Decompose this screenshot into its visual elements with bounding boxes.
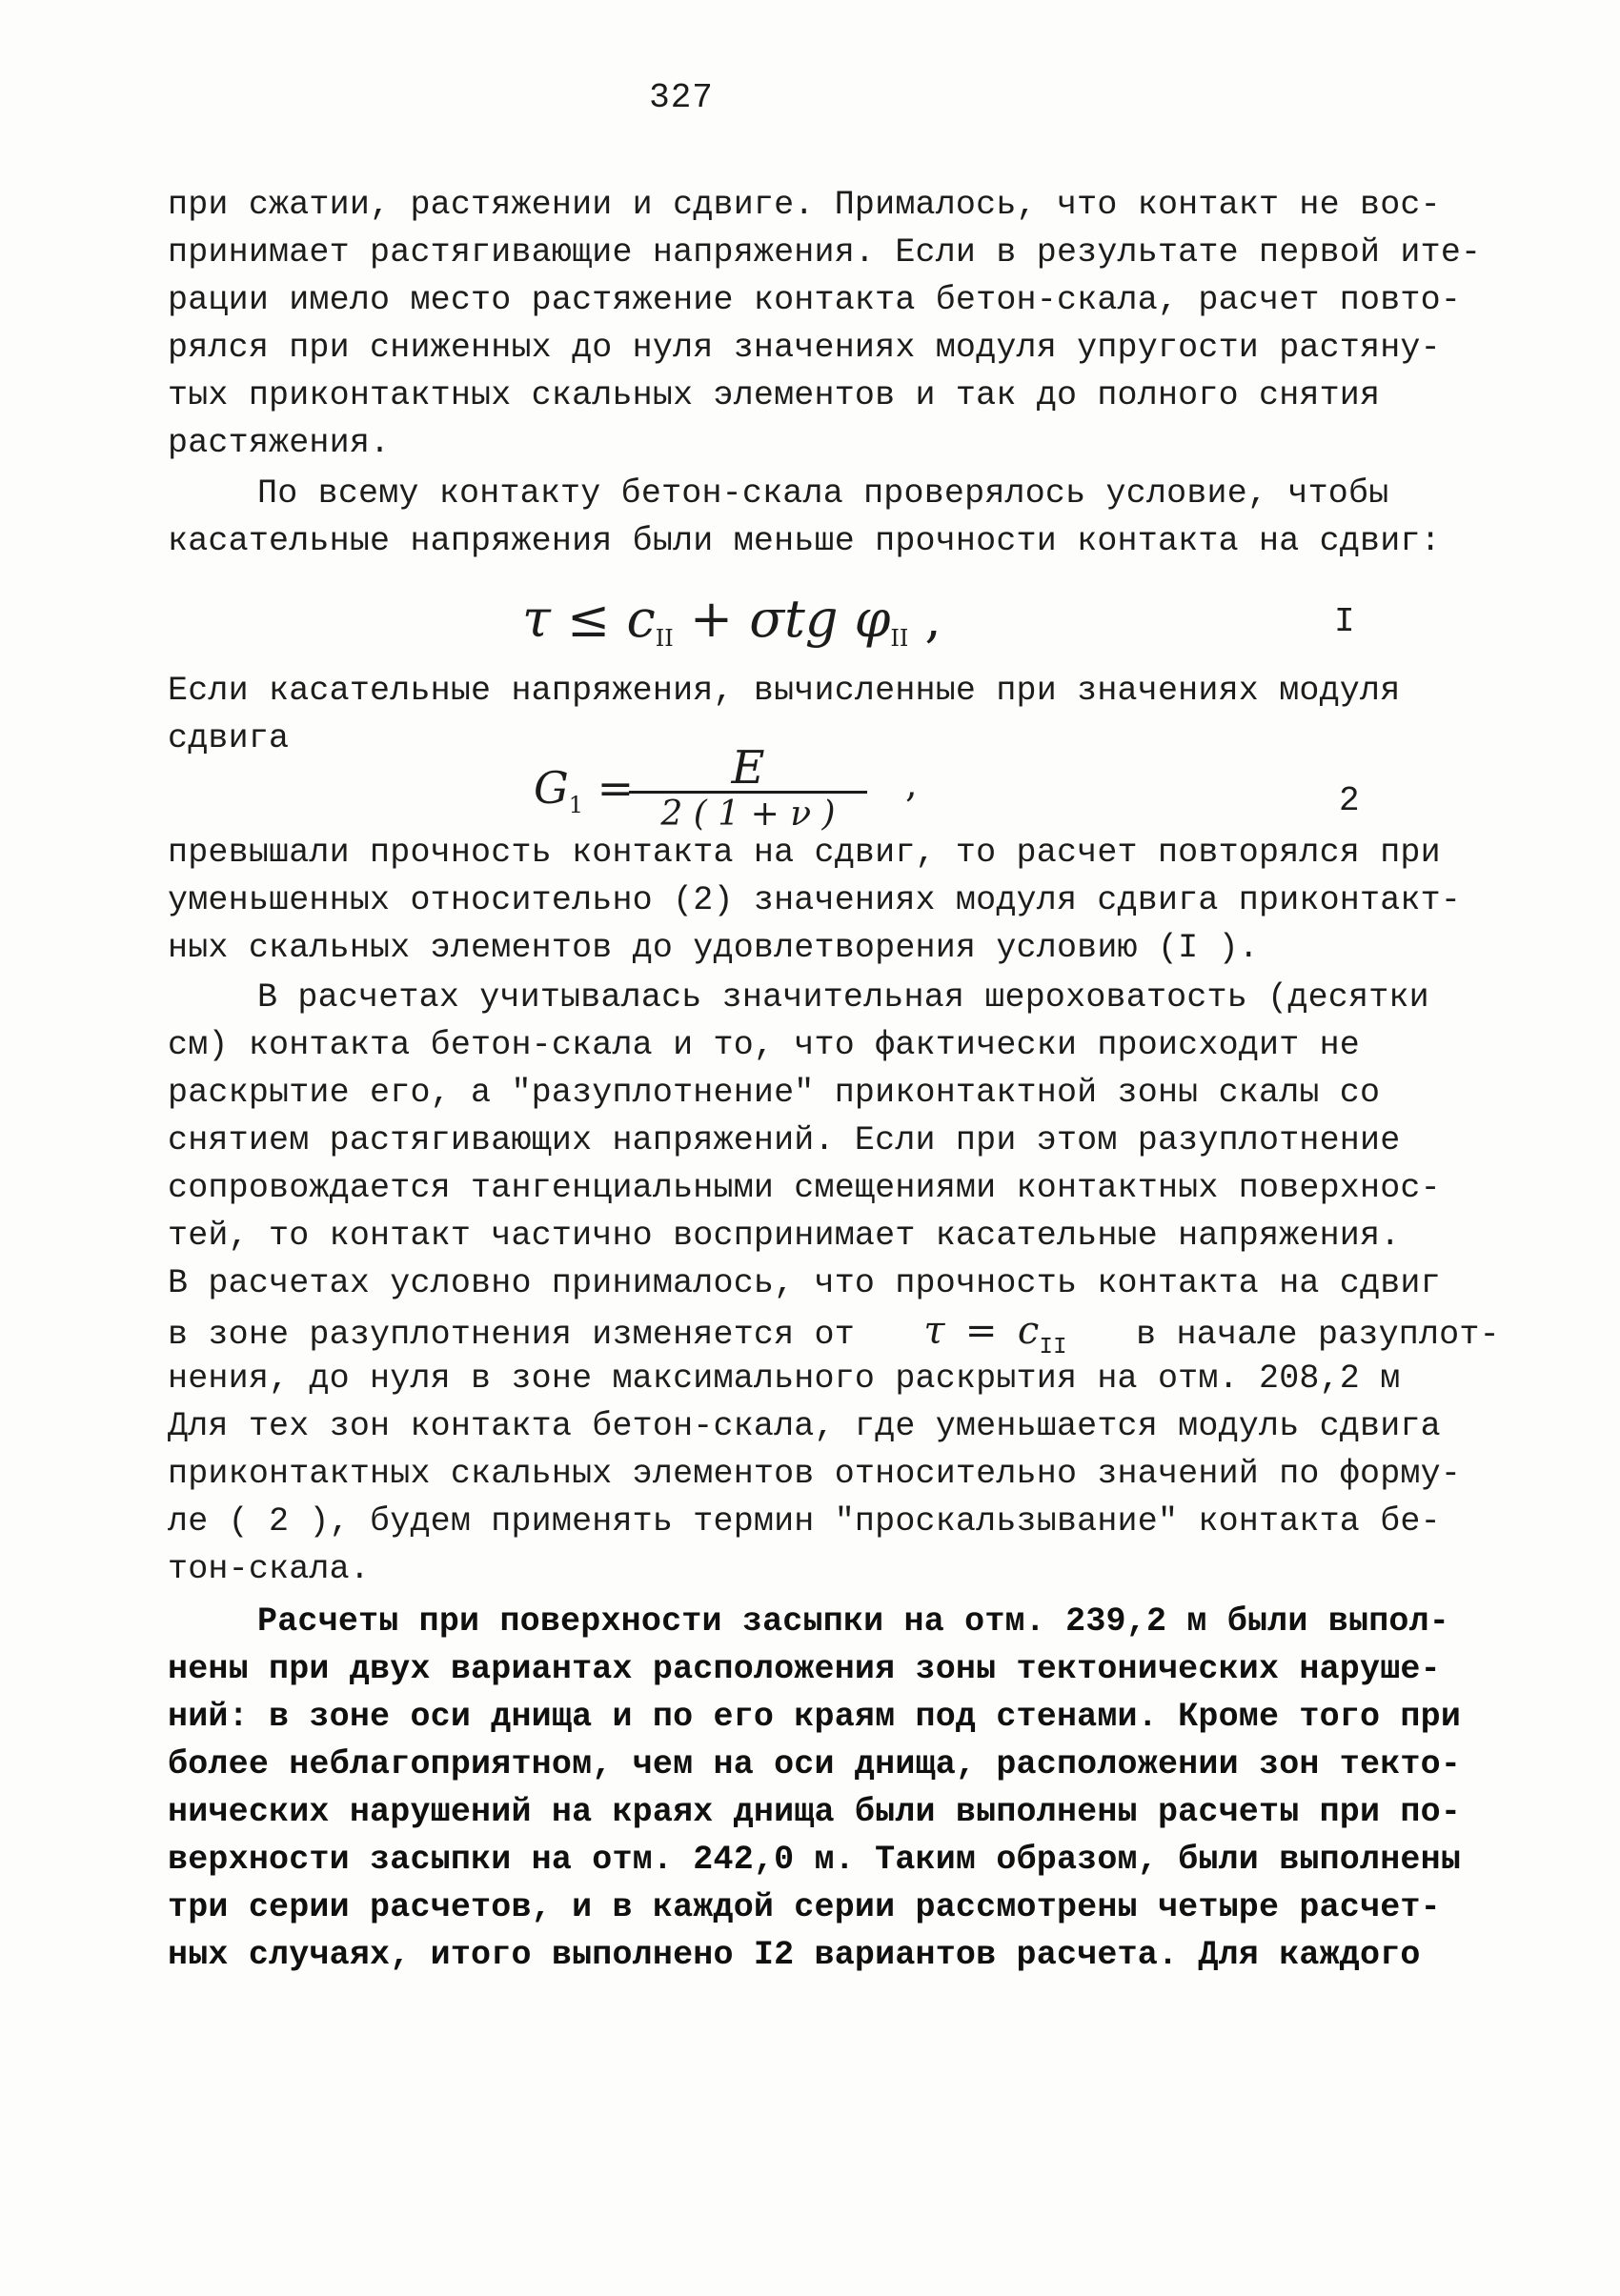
text-line: тон-скала. bbox=[168, 1550, 371, 1588]
text-line: верхности засыпки на отм. 242,0 м. Таким образом, были выполнены bbox=[168, 1841, 1462, 1879]
formula-sigma-tg: σtg bbox=[749, 589, 839, 649]
text-line: принимает растягивающие напряжения. Если в результате первой ите- bbox=[168, 233, 1482, 272]
text-line: тей, то контакт частично воспринимает касательные напряжения. bbox=[168, 1217, 1401, 1255]
formula-phi: φ bbox=[854, 589, 891, 649]
text-line: В расчетах условно принималось, что прочность контакта на сдвиг bbox=[168, 1264, 1441, 1302]
text-line: ле ( 2 ), будем применять термин "проскальзывание" контакта бе- bbox=[168, 1502, 1441, 1541]
text-line: снятием растягивающих напряжений. Если при этом разуплотнение bbox=[168, 1121, 1401, 1159]
formula-shear-modulus bbox=[534, 762, 634, 818]
text-line: По всему контакту бетон-скала проверялось условие, чтобы bbox=[257, 474, 1389, 513]
fraction-denominator: 2 ( 1 + ν ) bbox=[660, 795, 836, 834]
formula-g: G bbox=[534, 762, 569, 814]
formula-comma: , bbox=[905, 762, 918, 806]
text-line: ных скальных элементов до удовлетворения условию (I ). bbox=[168, 929, 1259, 967]
inline-text-after: в начале разуплот- bbox=[1136, 1316, 1500, 1354]
text-line: ний: в зоне оси днища и по его краям под стенами. Кроме того при bbox=[168, 1698, 1462, 1736]
text-line: три серии расчетов, и в каждой серии рассмотрены четыре расчет- bbox=[168, 1888, 1441, 1926]
formula-tau: τ bbox=[522, 589, 551, 649]
inline-formula-c: c bbox=[1017, 1309, 1040, 1353]
text-line: нения, до нуля в зоне максимального раскрытия на отм. 208,2 м bbox=[168, 1359, 1401, 1398]
inline-formula-eq: = bbox=[964, 1309, 998, 1353]
equation-number: I bbox=[1334, 602, 1355, 641]
formula-g-subscript: 1 bbox=[568, 792, 584, 818]
text-line: касательные напряжения были меньше прочности контакта на сдвиг: bbox=[168, 522, 1441, 560]
formula-equals: = bbox=[597, 762, 635, 814]
text-line: В расчетах учитывалась значительная шероховатость (десятки bbox=[257, 978, 1429, 1017]
formula-shear-condition bbox=[522, 589, 942, 652]
formula-comma: , bbox=[924, 589, 942, 649]
text-line: нических нарушений на краях днища были выполнены расчеты при по- bbox=[168, 1793, 1462, 1831]
text-line: приконтактных скальных элементов относительно значений по форму- bbox=[168, 1455, 1462, 1493]
text-line: Если касательные напряжения, вычисленные при значениях модуля bbox=[168, 672, 1401, 710]
text-line: более неблагоприятном, чем на оси днища, расположении зон текто- bbox=[168, 1745, 1462, 1783]
text-line: нены при двух вариантах расположения зоны тектонических наруше- bbox=[168, 1650, 1441, 1688]
text-line: при сжатии, растяжении и сдвиге. Прималось, что контакт не вос- bbox=[168, 186, 1441, 224]
inline-formula-tau: τ bbox=[923, 1309, 945, 1353]
text-line: раскрытие его, а "разуплотнение" приконтактной зоны скалы со bbox=[168, 1074, 1381, 1112]
text-line: см) контакта бетон-скала и то, что фактически происходит не bbox=[168, 1026, 1361, 1064]
page-number: 327 bbox=[649, 78, 714, 117]
inline-formula-subscript: II bbox=[1039, 1335, 1067, 1360]
equation-number: 2 bbox=[1339, 781, 1360, 820]
formula-c: c bbox=[626, 589, 656, 649]
text-line: Расчеты при поверхности засыпки на отм. 239,2 м были выпол- bbox=[257, 1602, 1450, 1641]
formula-leq: ≤ bbox=[567, 589, 611, 649]
text-line: Для тех зон контакта бетон-скала, где уменьшается модуль сдвига bbox=[168, 1407, 1441, 1445]
text-line: уменьшенных относительно (2) значениях модуля сдвига приконтакт- bbox=[168, 881, 1462, 919]
fraction-numerator: E bbox=[731, 741, 765, 795]
text-line: ных случаях, итого выполнено I2 вариантов расчета. Для каждого bbox=[168, 1936, 1421, 1974]
formula-phi-subscript: II bbox=[890, 625, 909, 652]
text-line: сопровождается тангенциальными смещениями контактных поверхнос- bbox=[168, 1169, 1441, 1207]
text-line: сдвига bbox=[168, 719, 290, 757]
inline-text-before: в зоне разуплотнения изменяется от bbox=[168, 1316, 855, 1354]
text-line: растяжения. bbox=[168, 424, 391, 462]
formula-fraction bbox=[629, 741, 867, 836]
formula-plus: + bbox=[689, 589, 734, 649]
text-line: рялся при сниженных до нуля значениях модуля упругости растяну- bbox=[168, 329, 1441, 367]
text-line: рации имело место растяжение контакта бетон-скала, расчет повто- bbox=[168, 281, 1462, 319]
text-line: тых приконтактных скальных элементов и так до полного снятия bbox=[168, 376, 1381, 414]
formula-c-subscript: II bbox=[655, 625, 674, 652]
text-line: превышали прочность контакта на сдвиг, то расчет повторялся при bbox=[168, 834, 1441, 872]
text-line-with-formula bbox=[168, 1307, 1500, 1360]
